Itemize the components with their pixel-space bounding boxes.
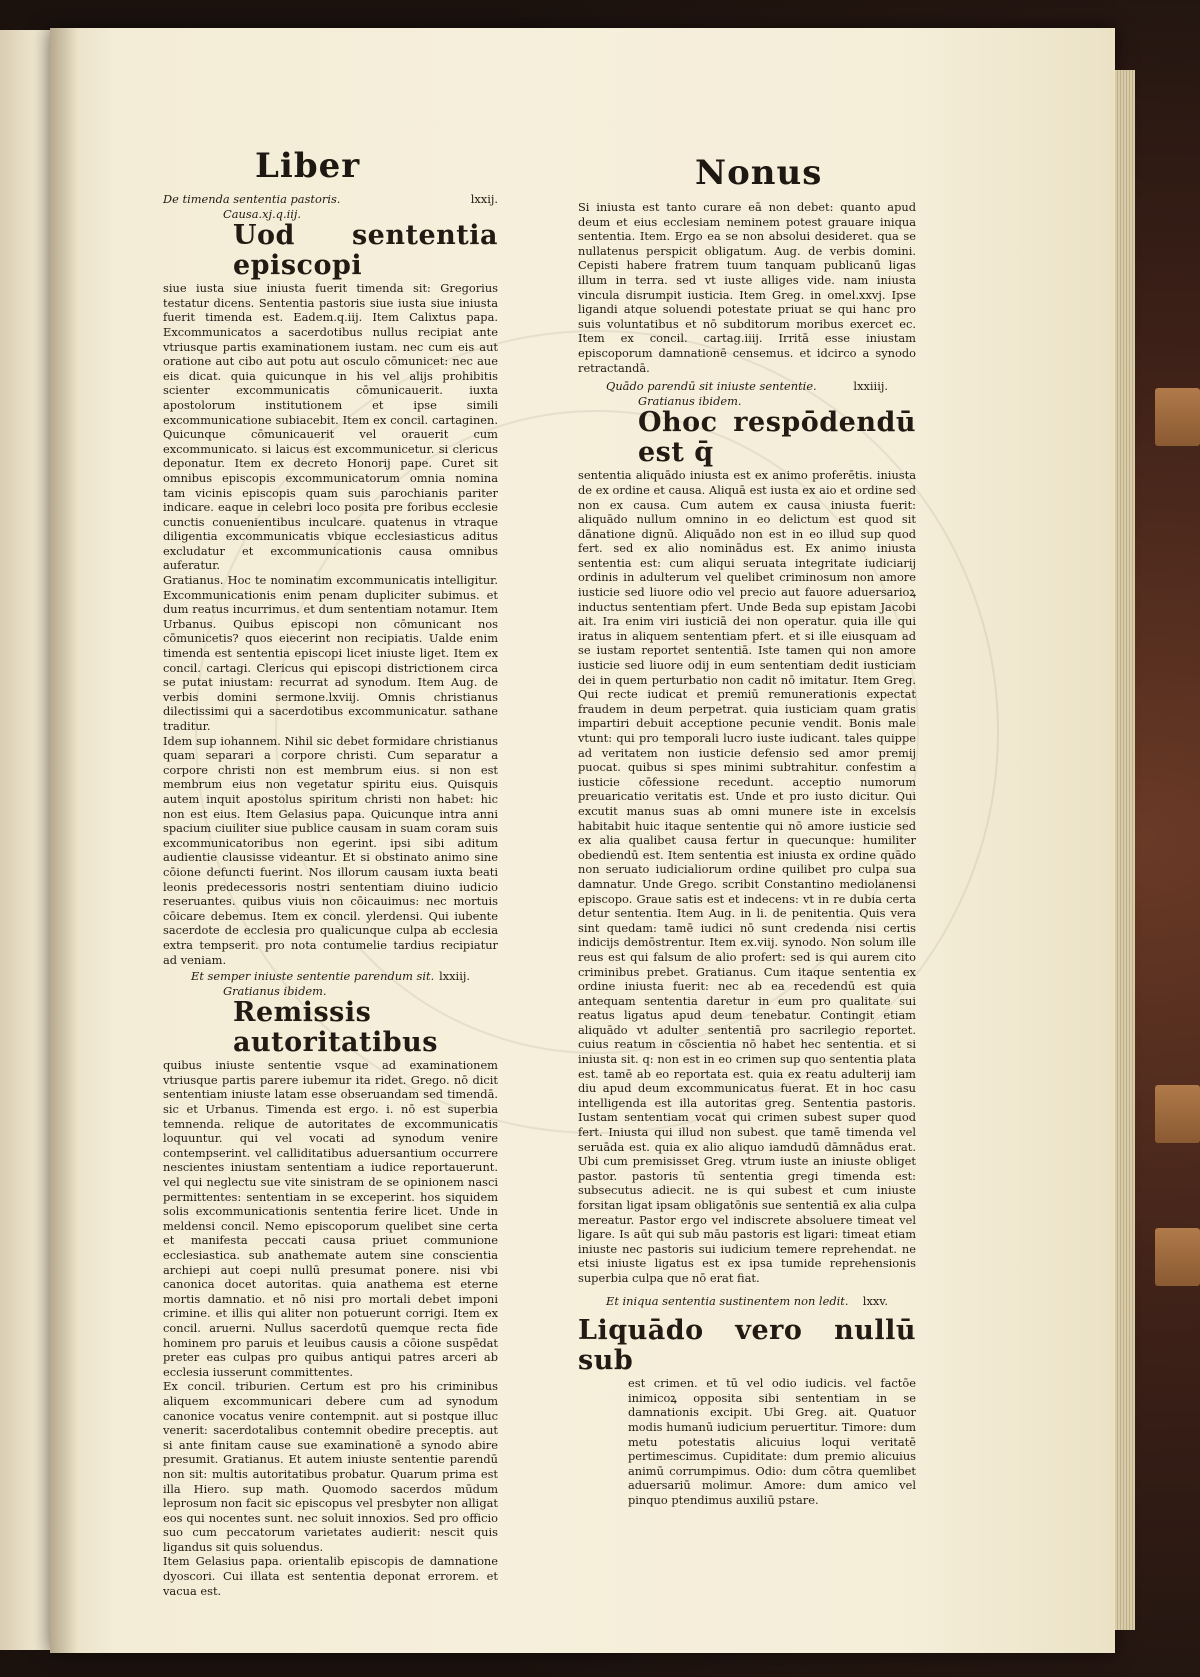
rubric-number: lxxiij. <box>439 969 470 984</box>
body-paragraph: Gratianus. Hoc te nominatim excommunicatis intelligitur. Excommunicationis enim penam dupliciter subimus. et dum reatus incurrimus. et dum sententiam notamur. Item Urbanus. Quibus episcopi non cōmunicant nos cōmunicetis? quos eiecerint non recipiatis. Ualde enim timenda est sententia episcopi licet iniuste liget. Item ex concil. cartagi. Clericus qui episcopi districtionem circa se putat iniustam: recurrat ad synodum. Item Aug. de verbis domini sermone.lxviij. Omnis christianus dilectissimi qui a sacerdotibus excommunicatur. sathane traditur. <box>163 573 498 733</box>
rubric-heading <box>163 192 498 207</box>
rubric-number: lxxij. <box>470 192 498 206</box>
body-paragraph: quibus iniuste sententie vsque ad examinationem vtriusque partis parere iubemur ita ridet. Grego. nō dicit sententiam iniuste latam esse obseruandam sed timendā. sic et Urbanus. Timenda est ergo. i. nō est superbia temnenda. relique de autoritates de excommunicatis loquuntur. qui vel vocati ad synodum venire contempserint. vel calliditatibus aduersantium occurrere nescientes iniustam sententiam a iudice reportauerunt. vel qui neglectu sue vite sinistram de se opinionem nasci permittentes: sententiam in se exceperint. hos siquidem solis excommunicationis sententia ferire licet. Unde in meldensi concil. Nemo episcoporum quelibet sine certa et manifesta peccati causa priuet communione ecclesiastica. sub anathemate autem sine conscientia archiepi aut coepi nullū presumat ponere. nisi vbi canonica docet autoritas. quia anathema est eterne mortis damnatio. et nō nisi pro mortali debet imponi crimine. et illis qui aliter non potuerunt corrigi. Item ex concil. aruerni. Nullus sacerdotū quemque recta fide hominem pro paruis et leuibus causis a cōione suspēdat preter eas culpas pro quibus antiqui patres arceri ab ecclesia iusserunt committentes. <box>163 1058 498 1379</box>
body-paragraph: Ex concil. triburien. Certum est pro his criminibus aliquem excommunicari debere cum ad synodum canonice vocatus venire contempnit. aut si postque illuc venerit: sacerdotalibus contemnit obedire preceptis. aut si ante finitam cause sue examinationē a synodo abire presumit. Gratianus. Et autem iniuste sententie parendū non sit: multis autoritatibus probatur. Quarum prima est illa Hiero. sup math. Quomodo sacerdos mūdum leprosum non facit sic episcopus vel presbyter non alligat eos qui nocentes sunt. nec soluit innoxios. Sed pro officio suo cum peccatorum varietates audierit: nescit quis ligandus sit quis soluendus. <box>163 1379 498 1554</box>
page-gutter-shadow <box>50 28 78 1653</box>
body-paragraph: Idem sup iohannem. Nihil sic debet formidare christianus quam separari a corpore christi. Cum separatur a corpore christi non est membrum eius. si non est membrum eius non vegetatur spiritu eius. Quisquis autem inquit apostolus spiritum christi non habet: hic non est eius. Item Gelasius papa. Quicunque intra anni spacium ciuiliter siue publice causam in suam coram suis excommunicatoribus non egerint. ipsi sibi aditum audientie clausisse videantur. Et si obstinato animo sine cōione defuncti fuerint. Nos illorum causam iuxta beati leonis predecessoris nostri sententiam diuino iudicio reseruantes. quibus viuis non cōicauimus: nec mortuis cōicare debemus. Item ex concil. ylerdensi. Qui iubente sacerdote de ecclesia pro qualicunque culpa ab ecclesia extra tempserit. pro nota contumelie tardius recipiatur ad veniam. <box>163 733 498 967</box>
running-head-left: Liber <box>255 146 361 186</box>
rubric-title: De timenda sententia pastoris. <box>163 192 341 206</box>
body-paragraph: sententia aliquādo iniusta est ex animo proferētis. iniusta de ex ordine et causa. Aliquā est iusta ex aio et ordine sed non ex causa. Cum autem ex causa iniusta fuerit: aliquādo nullum omnino in eo delictum est quod sit dānatione dignū. Aliquādo non est in eo illud sup quod fert. sed ex alio nominādus est. Ex animo iniusta sententia est: cum aliqui seruata integritate iudiciarij ordinis in adulterum vel quelibet criminosum non amore iusticie sed liuore odio vel precio aut fauore aduersarioꝝ inductus sententiam pfert. Unde Beda sup epistam Jacobi ait. Ira enim viri iusticiā dei non operatur. quia ille qui iratus in aliquem sententiam pfert. et si ille eiusquam ad se iustam reportet sententiā. Iste tamen qui non amore iusticie sed liuore odij in eum sententiam dedit iusticiam dei in quem perturbatio non cadit nō imitatur. Item Greg. Qui recte iudicat et premiū remunerationis expectat fraudem in deum perpetrat. quia iusticiam quam gratis impartiri debuit acceptione pecunie vendit. Bonis male vtunt: qui pro temporali lucro iuste iudicant. tales quippe ad veritatem non iusticie defensio sed amor premij puocat. quibus si spes minimi subtrahitur. confestim a iusticie cōfessione recedunt. acceptio numorum preuaricatio veritatis est. Unde et pro iusto dicitur. Qui excutit manus suas ab omni munere iste in excelsis habitabit huic itaque sententie qui nō amore iusticie sed ex alia qualibet causa fertur in quecunque: humiliter obediendū est. Item sententia est iniusta ex ordine quādo non seruato iudicialiorum ordine quilibet pro culpa sua damnatur. Unde Grego. scribit Constantino mediolanensi episcopo. Graue satis est et indecens: vt in re dubia certa detur sententia. Item Aug. in li. de penitentia. Quis vera sint quedam: tamē iudici nō sunt credenda nisi certis indicijs demōstrentur. Item ex.viij. synodo. Non solum ille reus est qui falsum de alio profert: sed is qui aurem cito criminibus prebet. Gratianus. Cum itaque sententia ex ordine iniusta fuerit: nec ab ea recedendū est quia antequam sententia daretur in eum pro qualitate sui reatus ligatus apud deum tenebatur. Contingit etiam aliquādo vt adulter sententiā pro sacrilegio reportet. cuius reatum in cōscientia nō habet hec sententia. et si iniusta sit. q: non est in eo crimen sup quo sententia plata est. tamē ab eo reportata est. quia ex reatu adulterij iam diu apud deum excommunicatus fuerat. Et in hoc casu intelligenda est illa autoritas greg. Sententia pastoris. Iustam sententiam vocat qui crimen subest super quod fert. Iniusta qui illud non subest. que tamē timenda vel seruāda est. quia ex alio aliquo iamdudū dāmnādus erat. Ubi cum premisisset Greg. vtrum iuste an iniuste obliget pastor. pastoris tū sententia gregi timenda est: subsecutus adiecit. ne is qui subest et cum iniuste forsitan ligat ipsam obligatōnis sue sententiā ex alia culpa mereatur. Pastor ergo vel indiscrete absoluere timeat vel ligare. Is aūt qui sub māu pastoris est ligari: timeat etiam iniuste nec pastoris sui iudicium temere reprehendat. ne etsi iniuste ligatus est ex ipsa tumide reprehensionis superbia culpa que nō erat fiat. <box>578 468 916 1285</box>
body-paragraph: est crimen. et tū vel odio iudicis. vel factōe inimicoꝝ opposita sibi sententiam in se damnationis excipit. Ubi Greg. ait. Quatuor modis humanū iudicium peruertitur. Timore: dum metu potestatis alicuius loqui veritatē pertimescimus. Cupiditate: dum premio alicuius animū corrumpimus. Odio: dum cōtra quemlibet aduersariū molimur. Amore: dum amico vel pinquo ptendimus auxiliū pstare. <box>628 1376 916 1507</box>
page-block-edges <box>1115 70 1135 1630</box>
body-paragraph: siue iusta siue iniusta fuerit timenda sit: Gregorius testatur dicens. Sententia pastoris siue iusta siue iniusta fuerit timenda est. Eadem.q.iij. Item Calixtus papa. Excommunicatos a sacerdotibus nullus recipiat ante vtriusque partis examinationem iustam. nec cum eis aut oratione aut cibo aut potu aut osculo cōmunicet: nec aue eis dicat. quia quicunque in his vel alijs prohibitis scienter excommunicatis cōmunicauerit. iuxta apostolorum institutionem et ipse simili excommunicatione subiacebit. Item ex concil. cartaginen. Quicunque cōmunicauerit vel orauerit cum excommunicato. si laicus est excommunicetur. si clericus deponatur. Item ex decreto Honorij pape. Curet sit omnibus episcopis excommunicatorum omnia nomina tam vicinis episcopis quam suis parochianis pariter indicare. eaque in celebri loco posita pre foribus ecclesie cunctis conuenientibus inculcare. quatenus in vtraque diligentia excommunicatis vbique ecclesiasticus aditus excludatur et excommunicationis causa omnibus auferatur. <box>163 281 498 573</box>
rubric-title: Et iniqua sententia sustinentem non ledit. <box>606 1293 849 1308</box>
rubric-title: Quādo parendū sit iniuste sententie. <box>606 379 817 394</box>
body-paragraph: Si iniusta est tanto curare eā non debet: quanto apud deum et eius ecclesiam neminem potest grauare iniqua sententia. Item. Ergo ea se non absolui desideret. qua se nullatenus perspicit obligatum. Aug. de verbis domini. Cepisti habere fratrem tuum tanquam publicanū ligas illum in terra. sed vt iuste alliges vide. nam iniusta vincula disrumpit iusticia. Item Greg. in omel.xxvj. Ipse ligandi atque soluendi potestate priuat se qui hanc pro suis voluntatibus et nō subditorum moribus exercet ec. Item ex concil. cartag.iiij. Irritā esse iniustam episcoporum damnationē censemus. et idcirco a synodo retractandā. <box>578 200 916 375</box>
rubric-heading <box>578 379 916 394</box>
rubric-subtitle: Causa.xj.q.iij. <box>223 206 302 221</box>
rubric-number: lxxv. <box>862 1293 888 1308</box>
leather-tab-upper <box>1155 388 1200 446</box>
rubric-number: lxxiiij. <box>853 379 888 394</box>
leather-tab-lower <box>1155 1228 1200 1286</box>
section-heading: Liquādo vero nullū sub <box>578 1315 916 1377</box>
rubric-title: Et semper iniuste sententie parendum sit. <box>191 969 435 984</box>
left-text-column <box>163 192 498 1598</box>
section-heading: Ohoc respōdendū est q̄ <box>638 407 916 469</box>
section-heading: Uod sententia episcopi <box>233 220 498 282</box>
running-head-right: Nonus <box>695 153 823 193</box>
rubric-heading <box>163 969 498 984</box>
right-text-column <box>578 200 916 1508</box>
body-paragraph: Item Gelasius papa. orientalib episcopis de damnatione dyoscori. Cui illata est sententia deponat errorem. et vacua est. <box>163 1554 498 1598</box>
rubric-heading <box>578 1294 916 1309</box>
leather-tab-middle <box>1155 1085 1200 1143</box>
section-heading: Remissis autoritatibus <box>233 997 438 1059</box>
rubric-subtitle: Gratianus ibidem. <box>638 393 742 408</box>
rubric-subtitle: Gratianus ibidem. <box>223 983 327 998</box>
